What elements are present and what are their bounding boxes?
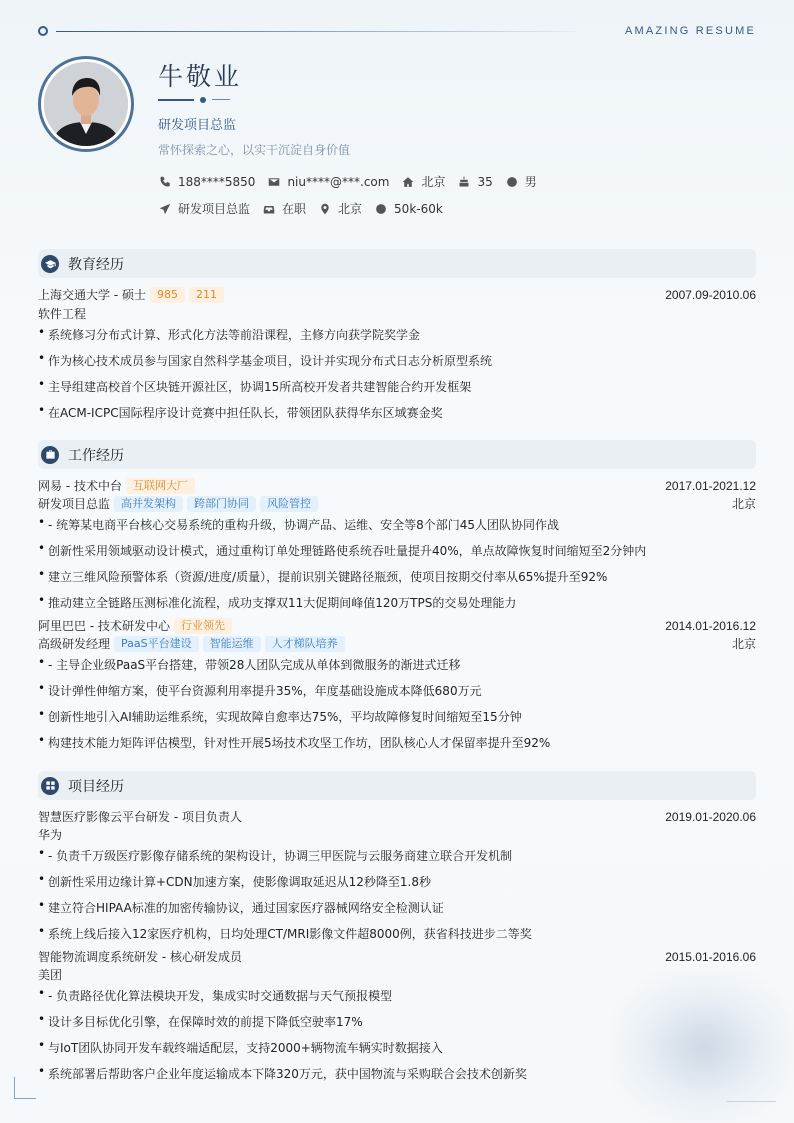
school-name: 上海交通大学 - 硕士 <box>38 288 146 302</box>
money-icon <box>374 202 388 216</box>
hometown-value: 北京 <box>421 175 446 189</box>
cake-icon <box>457 175 471 189</box>
work-entry-header <box>38 617 756 634</box>
project-org: 美团 <box>38 968 63 982</box>
motto: 常怀探索之心，以实干沉淀自身价值 <box>158 143 351 157</box>
gender-icon <box>505 175 519 189</box>
company-name: 阿里巴巴 - 技术研发中心 <box>38 619 170 633</box>
skill-tag: 人才梯队培养 <box>265 636 345 652</box>
school-tag: 985 <box>150 287 185 303</box>
graduation-cap-icon <box>41 255 59 273</box>
project-date: 2019.01-2020.06 <box>665 809 756 824</box>
home-icon <box>401 175 415 189</box>
contact-row <box>158 173 549 190</box>
salary-value: 50k-60k <box>394 201 443 216</box>
list-item: • 在ACM-ICPC国际程序设计竞赛中担任队长，带领团队获得华东区域赛金奖 <box>38 404 756 421</box>
position-title: 研发项目总监 <box>38 497 111 511</box>
list-item: • 设计弹性伸缩方案，使平台资源利用率提升35%，年度基础设施成本降低680万元 <box>38 682 756 699</box>
list-item: • - 负责路径优化算法模块开发，集成实时交通数据与天气预报模型 <box>38 987 756 1004</box>
briefcase-icon <box>41 446 59 464</box>
company-tag: 行业领先 <box>174 618 232 634</box>
skill-tag: 高并发架构 <box>114 496 183 512</box>
email-item <box>267 175 389 189</box>
corner-line-ornament <box>726 1101 776 1102</box>
major: 软件工程 <box>38 307 87 321</box>
status-value: 在职 <box>282 202 307 216</box>
list-item: • 系统修习分布式计算、形式化方法等前沿课程，主修方向获学院奖学金 <box>38 326 756 343</box>
list-item: • 设计多目标优化引擎，在保障时效的前提下降低空驶率17% <box>38 1013 756 1030</box>
project-org: 华为 <box>38 828 63 842</box>
send-icon <box>158 202 172 216</box>
education-date: 2007.09-2010.06 <box>665 287 756 302</box>
phone-item <box>158 175 255 189</box>
phone-icon <box>158 175 172 189</box>
project-org-row <box>38 826 756 843</box>
list-item: • 创新性采用边缘计算+CDN加速方案，使影像调取延迟从12秒降至1.8秒 <box>38 873 756 890</box>
company-name: 网易 - 技术中台 <box>38 479 122 493</box>
list-item: • 作为核心技术成员参与国家自然科学基金项目，设计并实现分布式日志分析原型系统 <box>38 352 756 369</box>
age-item <box>457 175 492 189</box>
list-item: • 创新性地引入AI辅助运维系统，实现故障自愈率达75%，平均故障修复时间缩短至15分钟 <box>38 708 756 725</box>
project-entry-header <box>38 948 756 965</box>
project-entry-header <box>38 808 756 825</box>
list-item: • - 负责千万级医疗影像存储系统的架构设计，协调三甲医院与云服务商建立联合开发机制 <box>38 847 756 864</box>
skill-tag: 跨部门协同 <box>187 496 256 512</box>
skill-tag: 智能运维 <box>203 636 261 652</box>
brand-label: AMAZING RESUME <box>624 25 756 37</box>
list-item: • 主导组建高校首个区块链开源社区，协调15所高校开发者共建智能合约开发框架 <box>38 378 756 395</box>
job-intent-row <box>158 200 455 217</box>
education-section-header <box>38 249 756 278</box>
avatar <box>44 62 128 146</box>
city-value: 北京 <box>338 202 363 216</box>
salary-item <box>374 202 443 216</box>
project-date: 2015.01-2016.06 <box>665 949 756 964</box>
section-title: 工作经历 <box>68 447 124 464</box>
list-item: • 构建技术能力矩阵评估模型，针对性开展5场技术攻坚工作坊，团队核心人才保留率提升至92% <box>38 734 756 751</box>
mail-icon <box>267 175 281 189</box>
list-item: • 创新性采用领域驱动设计模式，通过重构订单处理链路使系统吞吐量提升40%，单点故障恢复时间缩短至2分钟内 <box>38 542 756 559</box>
age-value: 35 <box>477 174 493 189</box>
grid-icon <box>41 777 59 795</box>
status-item <box>262 200 306 217</box>
list-item: • 建立三维风险预警体系（资源/进度/质量），提前识别关键路径瓶颈，使项目按期交付率从65%提升至92% <box>38 568 756 585</box>
top-divider-line <box>56 31 576 32</box>
section-title: 教育经历 <box>68 256 124 273</box>
work-section-header <box>38 440 756 469</box>
location-pin-icon <box>318 202 332 216</box>
name-underline-ornament <box>158 96 238 104</box>
project-name: 智能物流调度系统研发 - 核心研发成员 <box>38 950 242 964</box>
top-ring-ornament <box>38 26 48 36</box>
target-job-item <box>158 200 250 217</box>
work-entry-header <box>38 477 756 494</box>
list-item: • 推动建立全链路压测标准化流程，成功支撑双11大促期间峰值120万TPS的交易处理能力 <box>38 594 756 611</box>
school-tag: 211 <box>189 287 224 303</box>
list-item: • 建立符合HIPAA标准的加密传输协议，通过国家医疗器械网络安全检测认证 <box>38 899 756 916</box>
position-row <box>38 495 756 512</box>
corner-ornament <box>14 1077 36 1099</box>
phone-value: 188****5850 <box>178 174 256 189</box>
list-item: • 系统部署后帮助客户企业年度运输成本下降320万元，获中国物流与采购联合会技术创新奖 <box>38 1065 756 1082</box>
candidate-name: 牛敬业 <box>158 62 243 91</box>
skill-tag: 风险管控 <box>260 496 318 512</box>
list-item: • - 主导企业级PaaS平台搭建，带领28人团队完成从单体到微服务的渐进式迁移 <box>38 656 756 673</box>
gender-item <box>505 173 537 190</box>
major-row <box>38 305 756 322</box>
work-location: 北京 <box>731 497 756 511</box>
city-item <box>318 200 362 217</box>
section-title: 项目经历 <box>68 778 124 795</box>
company-tag: 互联网大厂 <box>126 478 195 494</box>
work-date: 2017.01-2021.12 <box>665 478 756 493</box>
target-job-value: 研发项目总监 <box>178 202 251 216</box>
inbox-icon <box>262 202 276 216</box>
position-title: 高级研发经理 <box>38 637 111 651</box>
project-name: 智慧医疗影像云平台研发 - 项目负责人 <box>38 810 242 824</box>
work-location: 北京 <box>731 637 756 651</box>
hometown-item <box>401 173 445 190</box>
email-value: niu****@***.com <box>287 174 390 189</box>
position-row <box>38 635 756 652</box>
projects-section-header <box>38 771 756 800</box>
list-item: • 系统上线后接入12家医疗机构，日均处理CT/MRI影像文件超8000例，获省科技进步二等奖 <box>38 925 756 942</box>
work-date: 2014.01-2016.12 <box>665 618 756 633</box>
list-item: • 与IoT团队协同开发车载终端适配层，支持2000+辆物流车辆实时数据接入 <box>38 1039 756 1056</box>
gender-value: 男 <box>524 175 537 189</box>
education-entry-header <box>38 286 756 303</box>
job-title: 研发项目总监 <box>158 118 237 133</box>
skill-tag: PaaS平台建设 <box>114 636 199 652</box>
avatar-frame <box>38 56 134 152</box>
list-item: • - 统筹某电商平台核心交易系统的重构升级，协调产品、运维、安全等8个部门45人团队协同作战 <box>38 516 756 533</box>
